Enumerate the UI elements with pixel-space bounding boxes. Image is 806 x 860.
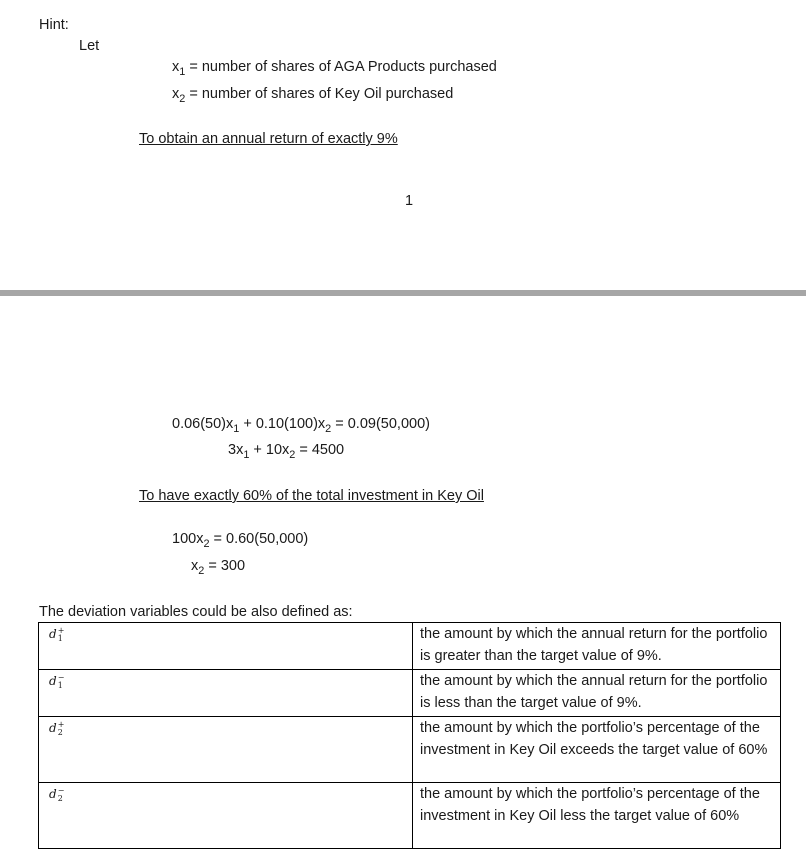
deviation-symbol-cell [39,623,413,670]
var-def-x1 [172,58,497,76]
var-subscript: 2 [179,92,186,105]
deviation-symbol-cell [39,783,413,849]
deviation-symbol-cell [39,717,413,783]
var-symbol: x [172,86,180,102]
equation-3: $100x_2 = 0.60(50,000)$ [172,531,309,550]
table-row [39,623,781,670]
let-label: Let [79,38,100,54]
deviation-symbol: d + 1 [49,625,65,643]
goal2-heading: To have exactly 60% of the total investment in Key Oil [139,488,484,504]
table-row [39,670,781,717]
deviation-table [38,622,781,849]
deviation-description: the amount by which the portfolio’s percentage of the investment in Key Oil exceeds the target value of 60% [413,717,781,783]
equation-4: $x_2 = 300$ [191,558,246,577]
var-symbol: x [172,59,180,75]
deviation-symbol: d + 2 [49,719,65,737]
hint-label: Hint: [39,17,69,33]
equation-2: $3x_1 + 10x_2 = 4500$ [228,442,345,461]
var-subscript: 1 [179,65,186,78]
deviation-symbol-cell [39,670,413,717]
equation-1: $0.06(50)x_1 + 0.10(100)x_2 = 0.09(50,000)$ [172,416,430,435]
deviation-description: the amount by which the annual return for the portfolio is greater than the target value of 9%. [413,623,781,670]
deviation-symbol: d − 2 [49,785,65,803]
deviation-intro: The deviation variables could be also defined as: [39,604,353,620]
deviation-description: the amount by which the portfolio’s percentage of the investment in Key Oil less the target value of 60% [413,783,781,849]
var-definition: = number of shares of AGA Products purchased [189,59,497,75]
deviation-description: the amount by which the annual return for the portfolio is less than the target value of 9%. [413,670,781,717]
page-number: 1 [405,193,414,209]
page-divider [0,290,806,296]
table-row [39,717,781,783]
goal1-heading: To obtain an annual return of exactly 9% [139,131,398,147]
table-row [39,783,781,849]
var-definition: = number of shares of Key Oil purchased [189,86,454,102]
var-def-x2 [172,85,453,103]
deviation-symbol: d − 1 [49,672,65,690]
